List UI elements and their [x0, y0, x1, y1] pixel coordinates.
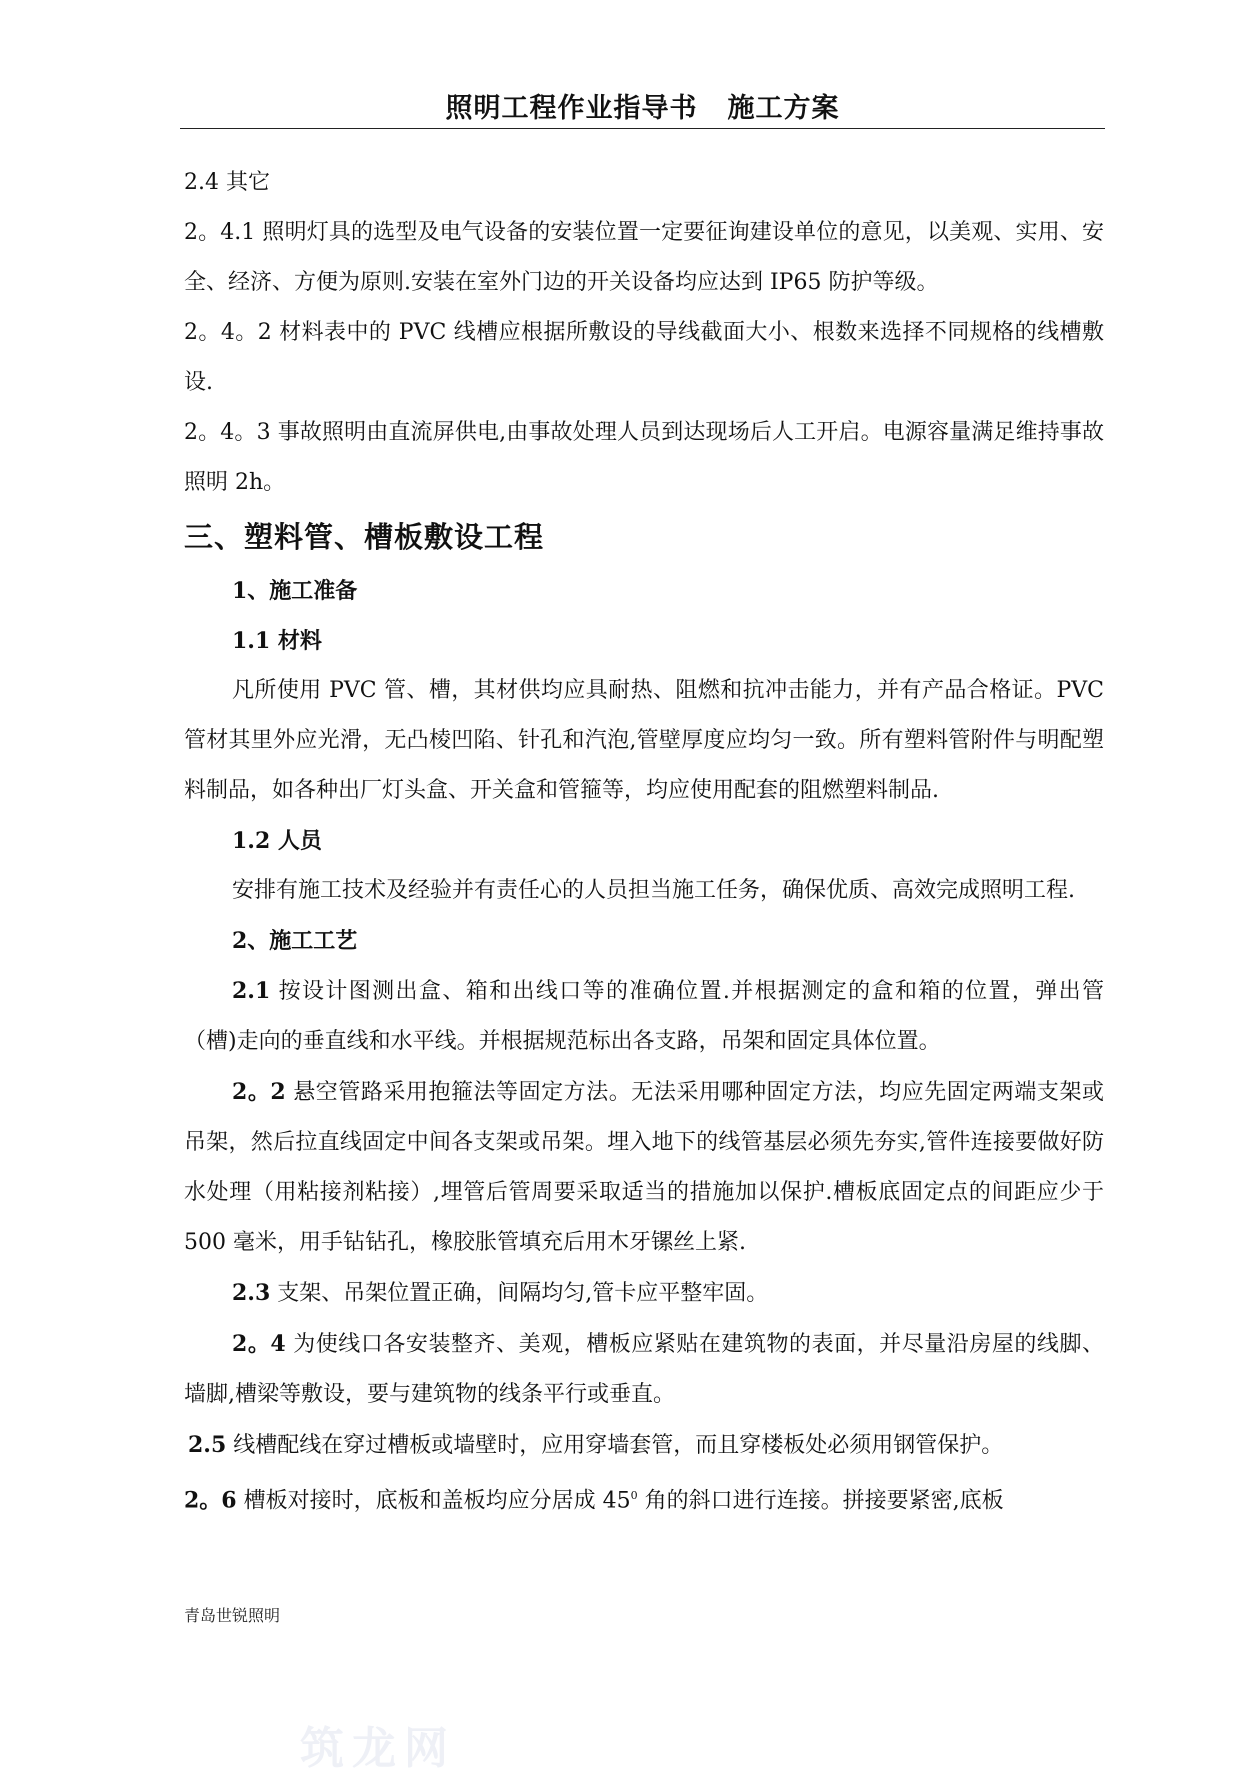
paragraph-2-4-3: 2。4。3 事故照明由直流屏供电,由事故处理人员到达现场后人工开启。电源容量满足维持事故照明 2h。 [184, 420, 1104, 495]
watermark: 筑龙网 [300, 1723, 456, 1774]
header-title-left: 照明工程作业指导书 [445, 93, 698, 124]
paragraph-2-4-1: 2。4.1 照明灯具的选型及电气设备的安装位置一定要征询建设单位的意见，以美观、实用、安全、经济、方便为原则.安装在室外门边的开关设备均应达到 IP65 防护等级。 [184, 220, 1104, 295]
craft-2-6 [184, 1471, 1104, 1526]
craft-2-2 [184, 1067, 1104, 1268]
header-title-right: 施工方案 [727, 93, 840, 124]
footer-company: 青岛世锐照明 [184, 1606, 281, 1625]
craft-2-5-num: 2.5 [188, 1432, 227, 1458]
craft-2-4 [184, 1319, 1104, 1420]
prep-1-1-title: 1.1 材料 [232, 628, 322, 654]
section-3-title: 三、塑料管、槽板敷设工程 [184, 520, 545, 554]
prep-1-2-text: 安排有施工技术及经验并有责任心的人员担当施工任务，确保优质、高效完成照明工程. [232, 878, 1075, 903]
craft-2-6-text-a: 槽板对接时，底板和盖板均应分居成 45 [236, 1488, 631, 1514]
craft-2-6-text-b: 角的斜口进行连接。拼接要紧密,底板 [637, 1488, 1004, 1514]
document-header [180, 86, 1105, 125]
paragraph-2-4-2: 2。4。2 材料表中的 PVC 线槽应根据所敷设的导线截面大小、根数来选择不同规格的线槽敷设. [184, 320, 1104, 395]
craft-title: 2、施工工艺 [232, 928, 358, 954]
header-rule [180, 128, 1105, 129]
craft-2-1-num: 2.1 [232, 978, 271, 1004]
heading-2-4: 2.4 其它 [184, 170, 270, 195]
prep-title: 1、施工准备 [232, 578, 358, 604]
craft-2-4-text: 为使线口各安装整齐、美观，槽板应紧贴在建筑物的表面，并尽量沿房屋的线脚、墙脚,槽梁等敷设，要与建筑物的线条平行或垂直。 [184, 1332, 1105, 1407]
craft-2-5 [184, 1420, 1104, 1471]
prep-1-2-title: 1.2 人员 [232, 828, 322, 854]
craft-2-1-text: 按设计图测出盒、箱和出线口等的准确位置.并根据测定的盒和箱的位置，弹出管（槽)走向的垂直线和水平线。并根据规范标出各支路，吊架和固定具体位置。 [184, 979, 1104, 1054]
craft-2-5-text: 线槽配线在穿过槽板或墙壁时，应用穿墙套管，而且穿楼板处必须用钢管保护。 [226, 1433, 1004, 1458]
craft-2-2-text: 悬空管路采用抱箍法等固定方法。无法采用哪种固定方法，均应先固定两端支架或吊架，然后拉直线固定中间各支架或吊架。埋入地下的线管基层必须先夯实,管件连接要做好防水处理（用粘接剂粘接）,埋管后管周要采取适当的措施加以保护.槽板底固定点的间距应少于 500 毫米，用手钻钻孔，橡胶胀管填充后用木牙镙丝上紧. [184, 1080, 1105, 1255]
prep-1-1-text: 凡所使用 PVC 管、槽，其材供均应具耐热、阻燃和抗冲击能力，并有产品合格证。PVC 管材其里外应光滑，无凸棱凹陷、针孔和汽泡,管壁厚度应均匀一致。所有塑料管附件与明配塑料制品，如各种出厂灯头盒、开关盒和管箍等，均应使用配套的阻燃塑料制品. [184, 678, 1104, 803]
degree-mark: 0 [630, 1489, 638, 1502]
craft-2-2-num: 2。2 [232, 1079, 286, 1105]
document-body [184, 158, 1104, 1526]
craft-2-3-num: 2.3 [232, 1280, 271, 1306]
craft-2-4-num: 2。4 [232, 1331, 286, 1357]
craft-2-3-text: 支架、吊架位置正确，间隔均匀,管卡应平整牢固。 [270, 1281, 769, 1306]
craft-2-1 [184, 966, 1104, 1067]
craft-2-3 [184, 1268, 1104, 1319]
craft-2-6-num: 2。6 [184, 1487, 237, 1514]
